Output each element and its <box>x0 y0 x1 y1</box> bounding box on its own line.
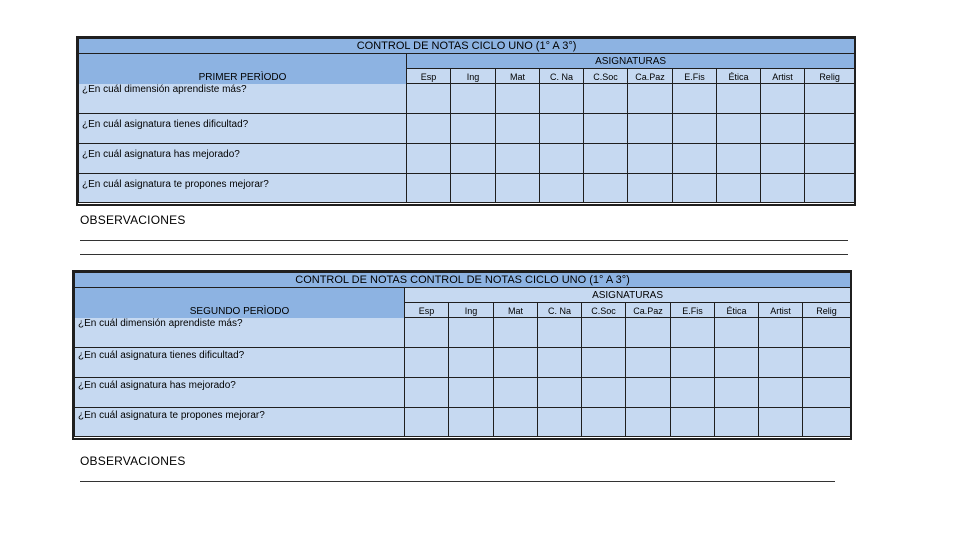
grade-cell[interactable] <box>761 84 805 114</box>
subject-header: Ca.Paz <box>628 69 673 84</box>
subjects-header: ASIGNATURAS <box>407 54 855 69</box>
grade-cell[interactable] <box>496 174 540 203</box>
grade-cell[interactable] <box>628 84 673 114</box>
subject-header: Ca.Paz <box>626 303 671 318</box>
grade-cell[interactable] <box>805 84 855 114</box>
grade-cell[interactable] <box>538 348 582 378</box>
subject-header: Ing <box>449 303 494 318</box>
grade-cell[interactable] <box>584 144 628 174</box>
grade-cell[interactable] <box>761 114 805 144</box>
subject-header: Relig <box>805 69 855 84</box>
grade-cell[interactable] <box>494 348 538 378</box>
observations-label: OBSERVACIONES <box>80 213 186 227</box>
subject-header: Esp <box>405 303 449 318</box>
grade-table-period-2 <box>72 270 852 440</box>
grade-cell[interactable] <box>494 408 538 437</box>
grade-cell[interactable] <box>405 318 449 348</box>
grade-cell[interactable] <box>451 114 496 144</box>
subject-header: Mat <box>494 303 538 318</box>
table-row <box>79 114 855 144</box>
grade-cell[interactable] <box>449 378 494 408</box>
grade-cell[interactable] <box>451 144 496 174</box>
grade-cell[interactable] <box>628 174 673 203</box>
grade-cell[interactable] <box>805 174 855 203</box>
grade-cell[interactable] <box>407 174 451 203</box>
grade-cell[interactable] <box>626 378 671 408</box>
grade-cell[interactable] <box>584 84 628 114</box>
grade-cell[interactable] <box>759 318 803 348</box>
subjects-header: ASIGNATURAS <box>405 288 851 303</box>
table-row <box>75 378 851 408</box>
grade-cell[interactable] <box>449 408 494 437</box>
period-label: PRIMER PERÌODO <box>79 54 407 84</box>
grade-cell[interactable] <box>803 408 851 437</box>
grade-cell[interactable] <box>803 348 851 378</box>
observations-line[interactable] <box>80 481 835 482</box>
grade-cell[interactable] <box>759 408 803 437</box>
subject-header: E.Fis <box>673 69 717 84</box>
subject-header: Ética <box>717 69 761 84</box>
observations-line[interactable] <box>80 240 848 241</box>
grade-cell[interactable] <box>405 348 449 378</box>
grade-cell[interactable] <box>494 378 538 408</box>
grade-cell[interactable] <box>538 378 582 408</box>
grade-cell[interactable] <box>761 174 805 203</box>
question-label: ¿En cuál asignatura has mejorado? <box>79 144 407 174</box>
grade-cell[interactable] <box>496 84 540 114</box>
table-title: CONTROL DE NOTAS CICLO UNO (1° A 3°) <box>79 39 855 54</box>
grade-cell[interactable] <box>582 348 626 378</box>
grade-cell[interactable] <box>496 114 540 144</box>
grade-cell[interactable] <box>582 318 626 348</box>
grade-cell[interactable] <box>496 144 540 174</box>
grade-cell[interactable] <box>759 348 803 378</box>
grade-cell[interactable] <box>584 174 628 203</box>
grade-cell[interactable] <box>405 378 449 408</box>
grade-cell[interactable] <box>540 84 584 114</box>
subject-header: Esp <box>407 69 451 84</box>
grade-cell[interactable] <box>717 144 761 174</box>
grade-cell[interactable] <box>717 84 761 114</box>
subject-header: Relig <box>803 303 851 318</box>
subject-header: C. Na <box>538 303 582 318</box>
question-label: ¿En cuál dimensión aprendiste más? <box>75 318 405 348</box>
grade-cell[interactable] <box>540 174 584 203</box>
grade-cell[interactable] <box>582 378 626 408</box>
grade-cell[interactable] <box>803 318 851 348</box>
table-title: CONTROL DE NOTAS CONTROL DE NOTAS CICLO UNO (1° A 3°) <box>75 273 851 288</box>
question-label: ¿En cuál asignatura tienes dificultad? <box>75 348 405 378</box>
grade-cell[interactable] <box>628 144 673 174</box>
question-label: ¿En cuál asignatura te propones mejorar? <box>79 174 407 203</box>
subject-header: Artist <box>759 303 803 318</box>
table-row <box>79 84 855 114</box>
grade-cell[interactable] <box>803 378 851 408</box>
subject-header: Ing <box>451 69 496 84</box>
grade-cell[interactable] <box>628 114 673 144</box>
table-row <box>75 348 851 378</box>
grade-cell[interactable] <box>626 348 671 378</box>
grade-cell[interactable] <box>673 144 717 174</box>
question-label: ¿En cuál asignatura has mejorado? <box>75 378 405 408</box>
observations-line[interactable] <box>80 254 848 255</box>
grade-cell[interactable] <box>407 114 451 144</box>
grade-cell[interactable] <box>626 318 671 348</box>
grade-cell[interactable] <box>671 408 715 437</box>
table-row <box>79 174 855 203</box>
grade-cell[interactable] <box>538 408 582 437</box>
grade-cell[interactable] <box>761 144 805 174</box>
grade-cell[interactable] <box>759 378 803 408</box>
grade-cell[interactable] <box>717 174 761 203</box>
table-row <box>75 408 851 437</box>
grade-cell[interactable] <box>451 84 496 114</box>
question-label: ¿En cuál asignatura te propones mejorar? <box>75 408 405 437</box>
grade-cell[interactable] <box>449 318 494 348</box>
grade-cell[interactable] <box>671 318 715 348</box>
grade-cell[interactable] <box>582 408 626 437</box>
grade-cell[interactable] <box>626 408 671 437</box>
grade-cell[interactable] <box>805 144 855 174</box>
period-label: SEGUNDO PERÌODO <box>75 288 405 318</box>
grade-cell[interactable] <box>715 378 759 408</box>
subject-header: C. Na <box>540 69 584 84</box>
grade-cell[interactable] <box>540 144 584 174</box>
grade-cell[interactable] <box>715 408 759 437</box>
grade-cell[interactable] <box>584 114 628 144</box>
grade-cell[interactable] <box>405 408 449 437</box>
question-label: ¿En cuál asignatura tienes dificultad? <box>79 114 407 144</box>
grade-cell[interactable] <box>540 114 584 144</box>
grade-cell[interactable] <box>715 318 759 348</box>
grade-cell[interactable] <box>717 114 761 144</box>
grade-cell[interactable] <box>538 318 582 348</box>
grade-cell[interactable] <box>671 378 715 408</box>
grade-cell[interactable] <box>407 84 451 114</box>
table-row <box>79 144 855 174</box>
subject-header: C.Soc <box>582 303 626 318</box>
subject-header: Artist <box>761 69 805 84</box>
subject-header: Mat <box>496 69 540 84</box>
subject-header: C.Soc <box>584 69 628 84</box>
grade-cell[interactable] <box>671 348 715 378</box>
grade-cell[interactable] <box>805 114 855 144</box>
grade-cell[interactable] <box>451 174 496 203</box>
grade-cell[interactable] <box>715 348 759 378</box>
grade-cell[interactable] <box>494 318 538 348</box>
subject-header: Ética <box>715 303 759 318</box>
grade-cell[interactable] <box>673 174 717 203</box>
table-row <box>75 318 851 348</box>
question-label: ¿En cuál dimensión aprendiste más? <box>79 84 407 114</box>
grade-cell[interactable] <box>407 144 451 174</box>
grade-cell[interactable] <box>449 348 494 378</box>
grade-cell[interactable] <box>673 114 717 144</box>
observations-label: OBSERVACIONES <box>80 454 186 468</box>
grade-table-period-1 <box>76 36 856 206</box>
subject-header: E.Fis <box>671 303 715 318</box>
grade-cell[interactable] <box>673 84 717 114</box>
